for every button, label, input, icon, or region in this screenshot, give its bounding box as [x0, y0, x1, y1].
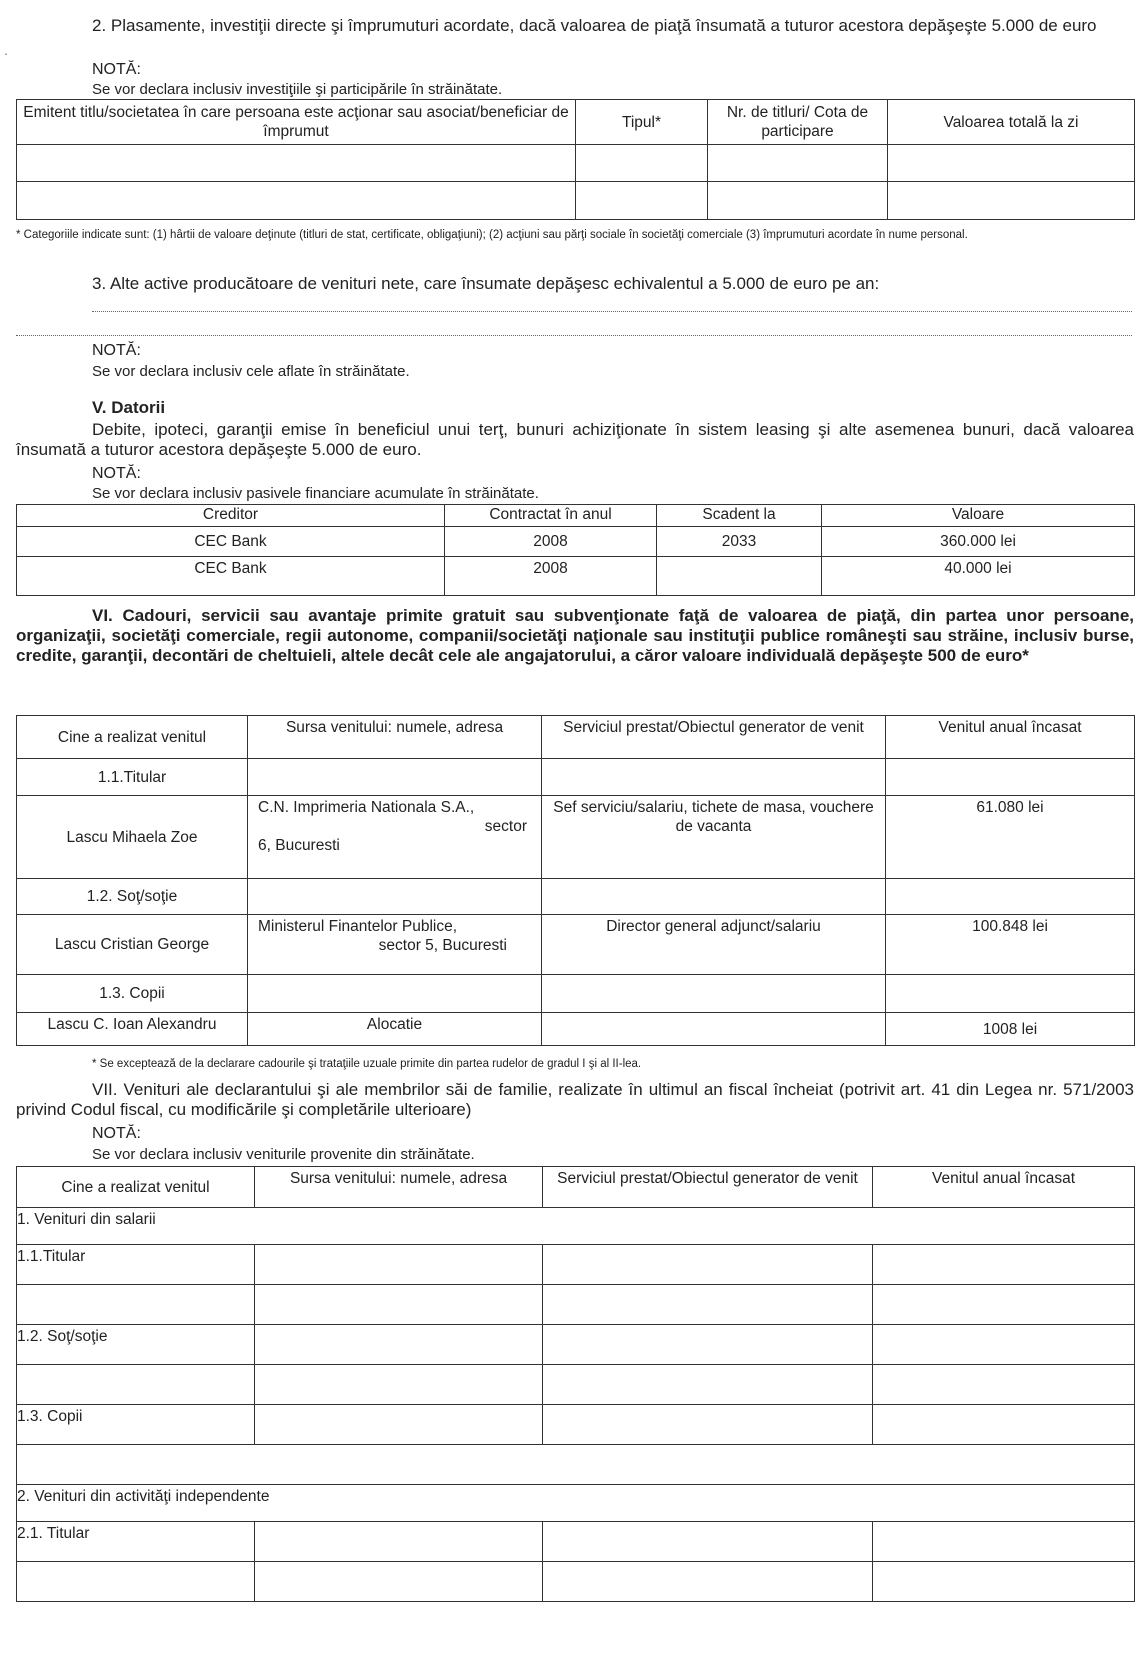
source-line: sector 5, Bucuresti	[378, 937, 507, 954]
service-cell	[542, 1013, 886, 1046]
income-cell: 1008 lei	[886, 1013, 1135, 1046]
table-row	[17, 1405, 1135, 1445]
who-cell: Lascu C. Ioan Alexandru	[17, 1013, 248, 1046]
table-row	[17, 1285, 1135, 1325]
source-line: 6, Bucuresti	[258, 837, 340, 854]
due-cell: 2033	[657, 527, 822, 557]
table-row	[17, 1485, 1135, 1522]
table-row	[17, 975, 1135, 1013]
table-row	[17, 1445, 1135, 1485]
col-header-who: Cine a realizat venitul	[17, 1167, 255, 1208]
income-cell: 61.080 lei	[886, 796, 1135, 879]
service-cell: Sef serviciu/salariu, tichete de masa, vouchere de vacanta	[542, 796, 886, 879]
table-row	[17, 1245, 1135, 1285]
table-row	[17, 1365, 1135, 1405]
income-cell: 100.848 lei	[886, 915, 1135, 975]
section-iv2-heading: 2. Plasamente, investiţii directe şi împrumuturi acordate, dacă valoarea de piaţă însumată a tuturor acestora depăşeşte 5.000 de euro	[92, 16, 1097, 35]
nota-text: Se vor declara inclusiv cele aflate în străinătate.	[92, 363, 410, 380]
source-line: Ministerul Finantelor Publice,	[258, 918, 458, 935]
col-header-service: Serviciul prestat/Obiectul generator de venit	[543, 1167, 873, 1208]
col-header-contract-year: Contractat în anul	[445, 505, 657, 527]
nota-label: NOTĂ:	[92, 342, 141, 359]
col-header-creditor: Creditor	[17, 505, 445, 527]
table-row	[17, 1522, 1135, 1562]
creditor-cell: CEC Bank	[17, 527, 445, 557]
source-cell	[248, 796, 542, 879]
table-row	[17, 1013, 1135, 1046]
table-row	[17, 557, 1135, 596]
col-header-income: Venitul anual încasat	[886, 716, 1135, 759]
creditor-cell: CEC Bank	[17, 557, 445, 596]
table-row	[17, 1208, 1135, 1245]
value-cell: 40.000 lei	[822, 557, 1135, 596]
col-header-service: Serviciul prestat/Obiectul generator de venit	[542, 716, 886, 759]
nota-label: NOTĂ:	[92, 61, 141, 78]
nota-text: Se vor declara inclusiv veniturile provenite din străinătate.	[92, 1146, 475, 1163]
who-cell: 1.1.Titular	[17, 1245, 255, 1285]
nota-text: Se vor declara inclusiv investiţiile şi participările în străinătate.	[92, 81, 503, 98]
source-line: C.N. Imprimeria Nationala S.A.,	[258, 799, 475, 816]
who-cell: 1.1.Titular	[17, 759, 248, 796]
col-header-total-value: Valoarea totală la zi	[888, 100, 1135, 145]
col-header-who: Cine a realizat venitul	[17, 716, 248, 759]
table-row	[17, 1325, 1135, 1365]
who-cell: 1.2. Soţ/soţie	[17, 1325, 255, 1365]
section-v-title: V. Datorii	[92, 398, 166, 417]
who-cell: 1.3. Copii	[17, 1405, 255, 1445]
category-cell: 1. Venituri din salarii	[17, 1208, 1135, 1245]
table-row	[17, 759, 1135, 796]
source-line: sector	[484, 818, 527, 835]
category-cell: 2. Venituri din activităţi independente	[17, 1485, 1135, 1522]
col-header-due: Scadent la	[657, 505, 822, 527]
table-row	[17, 527, 1135, 557]
table-row	[17, 915, 1135, 975]
scan-mark: .	[4, 42, 8, 58]
value-cell: 360.000 lei	[822, 527, 1135, 557]
who-cell: 2.1. Titular	[17, 1522, 255, 1562]
who-cell: Lascu Cristian George	[17, 915, 248, 975]
contract-year-cell: 2008	[445, 527, 657, 557]
nota-text: Se vor declara inclusiv pasivele financiare acumulate în străinătate.	[92, 485, 539, 502]
investments-footnote: * Categoriile indicate sunt: (1) hârtii de valoare deţinute (titluri de stat, certificate, obligaţiuni); (2) acţiuni sau părţi sociale în societăţi comerciale (3) împrumuturi acordate în nume personal.	[16, 229, 968, 241]
col-header-type: Tipul*	[576, 100, 708, 145]
col-header-issuer: Emitent titlu/societatea în care persoana este acţionar sau asociat/beneficiar de împrumut	[17, 100, 576, 145]
col-header-source: Sursa venitului: numele, adresa	[255, 1167, 543, 1208]
section-iv3-heading: 3. Alte active producătoare de venituri nete, care însumate depăşesc echivalentul a 5.000 de euro pe an:	[92, 274, 880, 293]
income-table	[16, 1166, 1135, 1602]
table-row	[17, 796, 1135, 879]
dotted-line	[16, 334, 1132, 336]
source-cell	[248, 915, 542, 975]
table-row	[17, 1562, 1135, 1602]
dotted-line	[92, 310, 1132, 312]
table-row	[17, 879, 1135, 915]
debts-table	[16, 504, 1135, 596]
who-cell: Lascu Mihaela Zoe	[17, 796, 248, 879]
section-v-text: Debite, ipoteci, garanţii emise în beneficiul unui terţ, bunuri achiziţionate în sistem leasing şi alte asemenea bunuri, dacă valoarea însumată a tuturor acestora depăşeşte 5.000 de euro.	[16, 420, 1134, 459]
investments-table	[16, 99, 1135, 220]
col-header-shares: Nr. de titluri/ Cota de participare	[708, 100, 888, 145]
col-header-source: Sursa venitului: numele, adresa	[248, 716, 542, 759]
table-row	[17, 145, 1135, 182]
contract-year-cell: 2008	[445, 557, 657, 596]
col-header-value: Valoare	[822, 505, 1135, 527]
section-vi-title: VI. Cadouri, servicii sau avantaje primite gratuit sau subvenţionate faţă de valoarea de piaţă, din partea unor persoane, organizaţii, societăţi comerciale, regii autonome, companii/societăţi naţionale sau instituţii publice româneşti sau străine, inclusiv burse, credite, garanţii, decontări de cheltuieli, altele decât cele ale angajatorului, a căror valoare individuală depăşeşte 500 de euro*	[16, 606, 1134, 665]
service-cell: Director general adjunct/salariu	[542, 915, 886, 975]
nota-label: NOTĂ:	[92, 465, 141, 482]
table-row	[17, 182, 1135, 220]
who-cell: 1.2. Soţ/soţie	[17, 879, 248, 915]
gifts-footnote: * Se exceptează de la declarare cadourile şi trataţiile uzuale primite din partea rudelor de gradul I şi al II-lea.	[92, 1058, 642, 1070]
due-cell	[657, 557, 822, 596]
section-vii-title: VII. Venituri ale declarantului şi ale membrilor săi de familie, realizate în ultimul an fiscal încheiat (potrivit art. 41 din Legea nr. 571/2003 privind Codul fiscal, cu modificările şi completările ulterioare)	[16, 1080, 1134, 1119]
source-cell: Alocatie	[248, 1013, 542, 1046]
nota-label: NOTĂ:	[92, 1125, 141, 1142]
who-cell: 1.3. Copii	[17, 975, 248, 1013]
col-header-income: Venitul anual încasat	[873, 1167, 1135, 1208]
gifts-table	[16, 715, 1135, 1046]
